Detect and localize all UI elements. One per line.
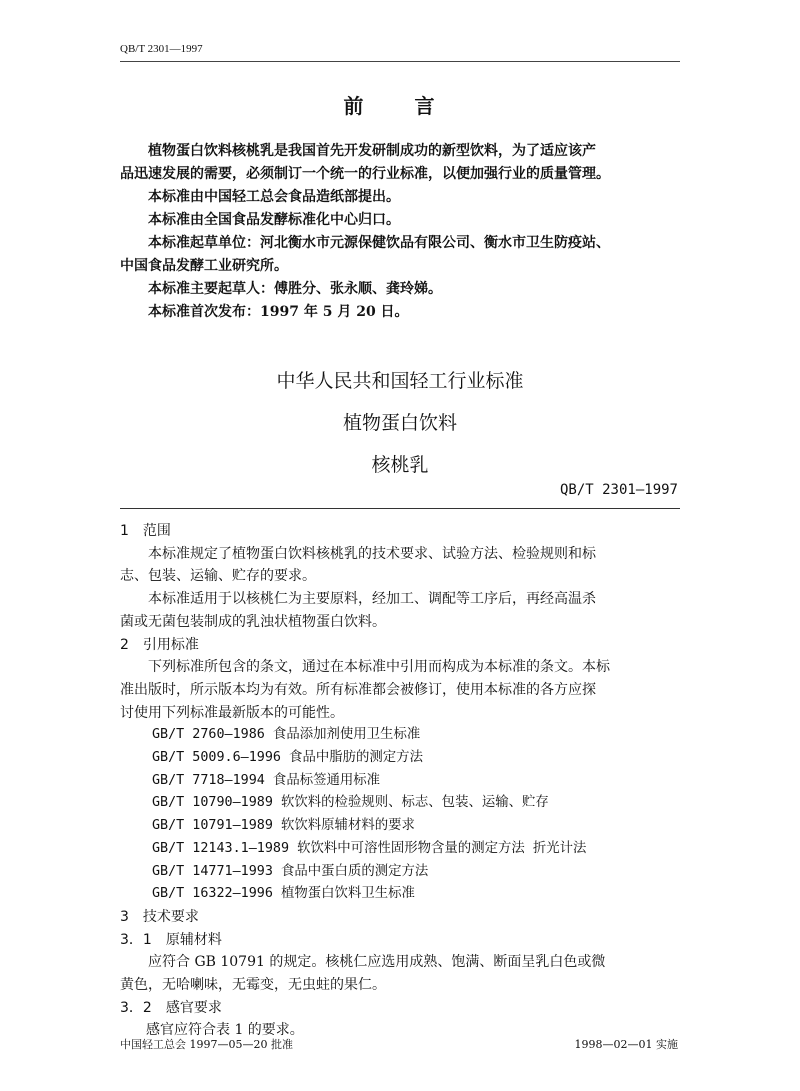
body-paragraph: 应符合 GB 10791 的规定。核桃仁应选用成熟、饱满、断面呈乳白色或微 — [148, 954, 606, 971]
body-paragraph-cont: 讨使用下列标准最新版本的可能性。 — [120, 704, 344, 721]
section-heading: 2 引用标准 — [120, 636, 199, 653]
body-paragraph-cont: 准出版时，所示版本均为有效。所有标准都会被修订，使用本标准的各方应探 — [120, 681, 596, 698]
header-divider — [120, 61, 680, 62]
body-paragraph-cont: 黄色，无哈喇味，无霉变，无虫蛀的果仁。 — [120, 977, 386, 994]
reference-item: GB/T 5009.6—1996 食品中脂肪的测定方法 — [152, 750, 423, 766]
foreword-paragraph: 本标准首次发布：1997 年 5 月 20 日。 — [148, 304, 409, 320]
foreword-paragraph: 本标准由中国轻工总会食品造纸部提出。 — [148, 189, 400, 205]
foreword-body — [120, 140, 682, 324]
subsection-heading: 3．1 原辅材料 — [120, 931, 222, 948]
header-standard-code: QB/T 2301—1997 — [120, 43, 203, 55]
reference-item: GB/T 10791—1989 软饮料原辅材料的要求 — [152, 818, 415, 834]
body-paragraph-cont: 志、包装、运输、贮存的要求。 — [120, 568, 316, 585]
section-heading: 1 范围 — [120, 523, 171, 539]
section-heading: 3 技术要求 — [120, 908, 199, 925]
reference-item: GB/T 2760—1986 食品添加剂使用卫生标准 — [152, 727, 421, 743]
footer-approval: 中国轻工总会 1997—05—20 批准 — [120, 1038, 293, 1051]
foreword-paragraph: 本标准起草单位：河北衡水市元源保健饮品有限公司、衡水市卫生防疫站、 — [148, 235, 610, 251]
reference-item: GB/T 16322—1996 植物蛋白饮料卫生标准 — [152, 886, 415, 902]
standard-org-title: 中华人民共和国轻工行业标准 — [276, 370, 524, 392]
body-paragraph-cont: 菌或无菌包装制成的乳浊状植物蛋白饮料。 — [120, 613, 386, 630]
subsection-heading: 3．2 感官要求 — [120, 999, 222, 1016]
standard-body — [120, 520, 682, 1042]
reference-item: GB/T 7718—1994 食品标签通用标准 — [152, 772, 381, 788]
standard-name: 植物蛋白饮料 — [342, 412, 457, 434]
foreword-title: 前 言 — [343, 94, 457, 118]
foreword-paragraph: 本标准主要起草人：傅胜分、张永顺、龚玲娣。 — [148, 281, 442, 297]
foreword-paragraph-cont: 品迅速发展的需要，必须制订一个统一的行业标准，以便加强行业的质量管理。 — [120, 166, 610, 182]
footer-implementation: 1998—02—01 实施 — [574, 1038, 678, 1051]
reference-item: GB/T 12143.1—1989 软饮料中可溶性固形物含量的测定方法 折光计法 — [152, 840, 587, 856]
reference-item: GB/T 14771—1993 食品中蛋白质的测定方法 — [152, 863, 429, 879]
standard-subname: 核桃乳 — [371, 454, 429, 476]
body-divider — [120, 508, 680, 509]
foreword-paragraph: 植物蛋白饮料核桃乳是我国首先开发研制成功的新型饮料，为了适应该产 — [148, 143, 596, 159]
body-paragraph: 本标准规定了植物蛋白饮料核桃乳的技术要求、试验方法、检验规则和标 — [148, 545, 596, 562]
foreword-paragraph-cont: 中国食品发酵工业研究所。 — [120, 258, 288, 274]
body-paragraph: 下列标准所包含的条文，通过在本标准中引用而构成为本标准的条文。本标 — [148, 659, 610, 676]
body-paragraph: 本标准适用于以核桃仁为主要原料，经加工、调配等工序后，再经高温杀 — [148, 591, 596, 608]
standard-code: QB/T 2301—1997 — [559, 482, 678, 498]
foreword-paragraph: 本标准由全国食品发酵标准化中心归口。 — [148, 212, 400, 228]
body-paragraph: 感官应符合表 1 的要求。 — [146, 1022, 304, 1039]
reference-item: GB/T 10790—1989 软饮料的检验规则、标志、包装、运输、贮存 — [152, 795, 549, 811]
